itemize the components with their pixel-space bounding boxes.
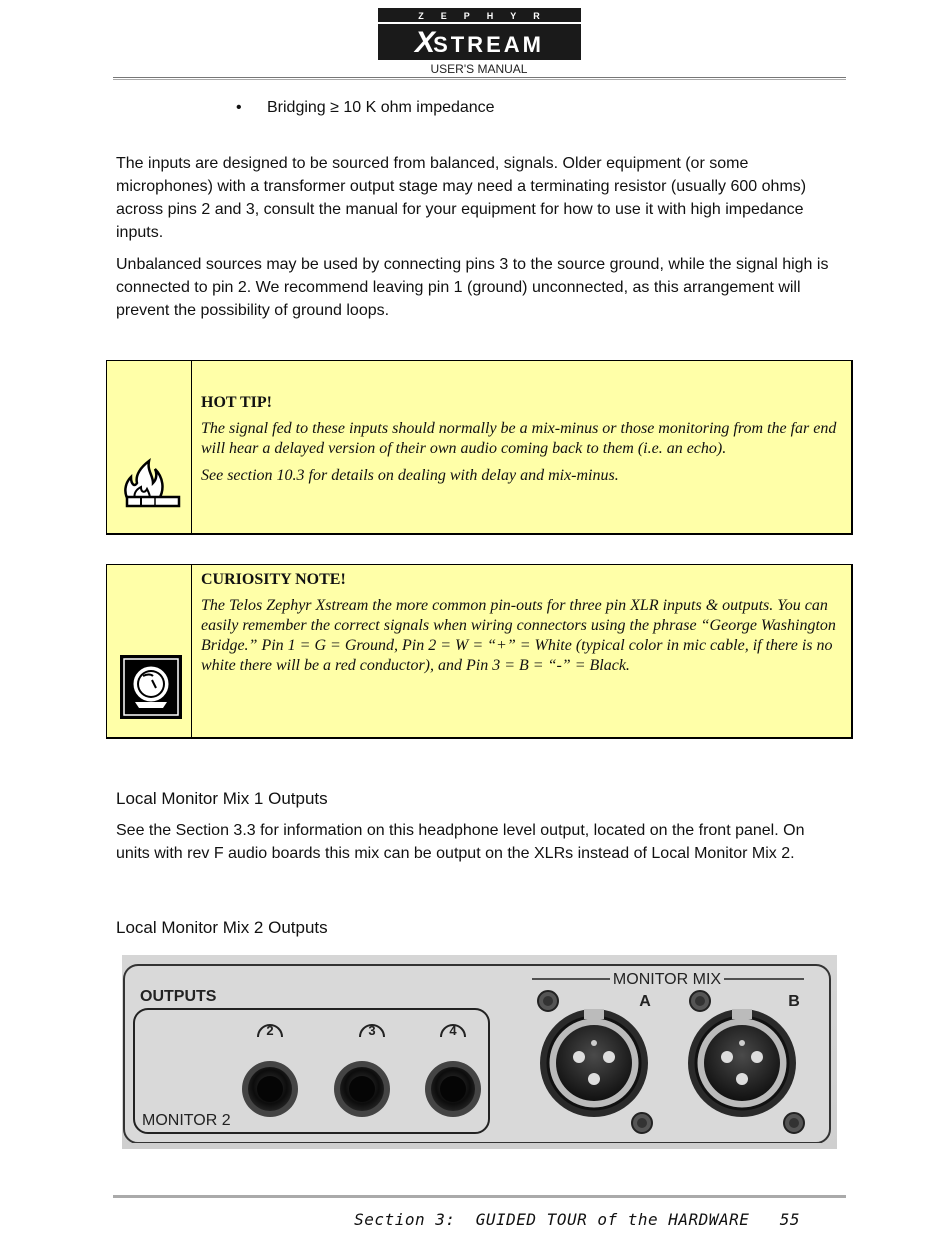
curiosity-note-title: CURIOSITY NOTE!	[201, 571, 346, 588]
panel-outputs-label: OUTPUTS	[140, 988, 217, 1005]
heading-local-monitor-mix-2: Local Monitor Mix 2 Outputs	[116, 918, 328, 937]
brand-main-text	[378, 28, 581, 58]
xlr-label-b: B	[788, 993, 800, 1010]
jack-label-4: 4	[449, 1023, 457, 1038]
paragraph-unbalanced: Unbalanced sources may be used by connecting pins 3 to the source ground, while the signal high is connected to pin 2. We recommend leaving pin 1 (ground) unconnected, as this arrangement will prevent the possibility of ground loops.	[116, 256, 829, 319]
header-rule	[113, 77, 846, 78]
bullet-text: Bridging ≥ 10 K ohm impedance	[267, 99, 495, 116]
brand-x: X	[415, 26, 434, 59]
header-rule-secondary	[113, 79, 846, 80]
paragraph-monitor-mix-1: See the Section 3.3 for information on this headphone level output, located on the front panel. On units with rev F audio boards this mix can be output on the XLRs instead of Local Monitor Mix 2.	[116, 822, 805, 862]
hot-tip-text	[201, 393, 843, 486]
paragraph-inputs: The inputs are designed to be sourced from balanced, signals. Older equipment (or some microphones) with a transformer output stage may need a terminating resistor (usually 600 ohms) across pins 2 and 3, consult the manual for your equipment for how to use it with high impedance inputs.	[116, 155, 807, 241]
jack-4	[425, 1061, 481, 1117]
footer-rule	[113, 1195, 846, 1198]
hot-tip-body: The signal fed to these inputs should normally be a mix-minus or those monitoring from the far end will hear a delayed version of their own audio coming back to them (i.e. an echo).	[201, 420, 837, 457]
footer-section-page: Section 3: GUIDED TOUR of the HARDWARE 55	[354, 1210, 800, 1229]
curiosity-note-text	[201, 570, 843, 676]
bullet-item	[236, 97, 495, 119]
xlr-connector-b	[688, 1009, 796, 1117]
hardware-panel-drawing	[122, 955, 837, 1149]
hot-tip-callout	[106, 360, 853, 535]
hot-tip-title: HOT TIP!	[201, 394, 272, 411]
panel-monitor2-label: MONITOR 2	[142, 1112, 231, 1129]
xstream-logo	[378, 8, 581, 60]
jack-2	[242, 1061, 298, 1117]
crystal-ball-icon	[119, 654, 183, 720]
jack-3	[334, 1061, 390, 1117]
hot-tip-body-2: See section 10.3 for details on dealing with delay and mix-minus.	[201, 467, 619, 484]
xlr-connector-a	[540, 1009, 648, 1117]
jack-label-2: 2	[266, 1023, 274, 1038]
hardware-panel-photo	[122, 955, 837, 1149]
manual-label: USER'S MANUAL	[430, 62, 528, 76]
brand-stream: STREAM	[433, 32, 544, 57]
panel-monitor-mix-label: MONITOR MIX	[612, 971, 722, 988]
flame-hand-icon	[119, 457, 181, 509]
hot-tip-icon-cell	[107, 361, 192, 533]
jack-label-3: 3	[368, 1023, 376, 1038]
curiosity-note-body: The Telos Zephyr Xstream the more common pin-outs for three pin XLR inputs & outputs. You can easily remember the correct signals when wiring connectors using the phrase “George Washington Bridge.” Pin 1 = G = Ground, Pin 2 = W = “+” = White (typical color in mic cable, if there is no white there will be a red conductor), and Pin 3 = B = “-” = Black.	[201, 597, 836, 674]
curiosity-icon-cell	[107, 565, 192, 737]
xlr-label-a: A	[639, 993, 651, 1010]
brand-top-text: ZEPHYR	[378, 9, 581, 24]
bullet-symbol: •	[236, 99, 242, 116]
curiosity-note-callout	[106, 564, 853, 739]
heading-local-monitor-mix-1: Local Monitor Mix 1 Outputs	[116, 789, 328, 808]
